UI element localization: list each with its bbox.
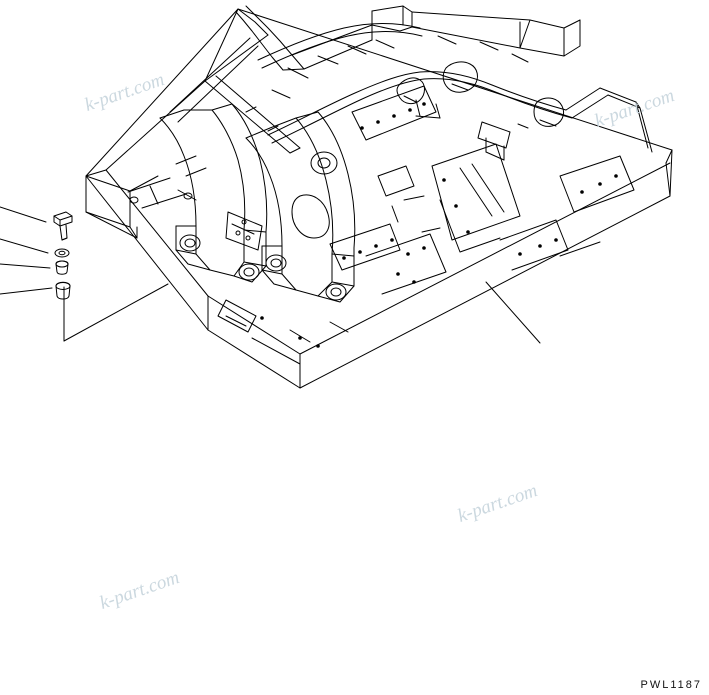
watermark: k-part.com	[97, 567, 183, 614]
deck-panels	[330, 86, 634, 294]
drawing-part-code: PWL1187	[640, 679, 702, 691]
top-clips	[397, 62, 564, 160]
watermark: k-part.com	[455, 480, 541, 527]
main-frame-outline	[86, 9, 672, 388]
bottom-rail-details	[218, 300, 348, 364]
boom-foot-bracket-right	[246, 112, 355, 302]
deck-fasteners	[260, 102, 618, 348]
plug-icon-small	[56, 261, 68, 274]
callout-parts	[0, 207, 540, 343]
boom-foot-bracket	[160, 104, 267, 282]
plug-icon-large	[56, 282, 70, 299]
washer-icon	[55, 249, 69, 257]
top-left-rail	[205, 76, 300, 153]
hex-bolt-icon	[54, 212, 72, 240]
watermark: k-part.com	[82, 69, 168, 116]
watermark: k-part.com	[592, 85, 678, 132]
left-deck-details	[128, 36, 528, 208]
rear-cross-rail	[292, 6, 580, 69]
